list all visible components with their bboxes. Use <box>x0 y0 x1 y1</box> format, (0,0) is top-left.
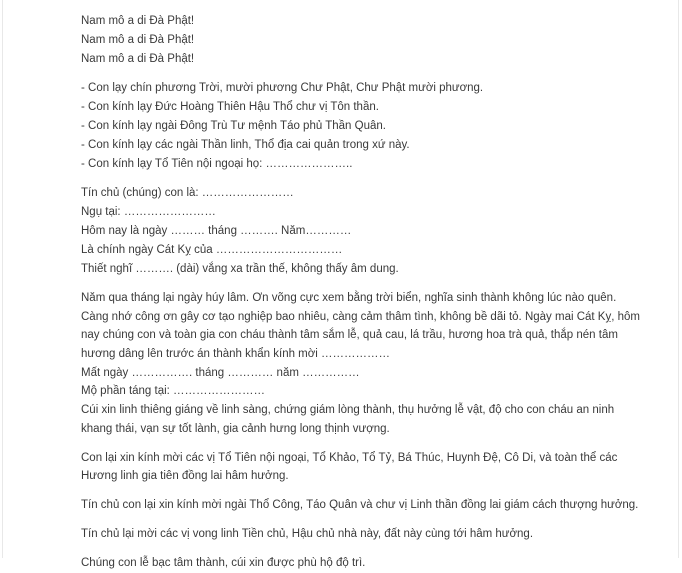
paragraph-line: Mộ phần táng tại: …………………… <box>81 385 266 398</box>
invocation-list <box>81 79 641 174</box>
closing-line: Tín chủ con lại xin kính mời ngài Thổ Công, Táo Quân và chư vị Linh thần đồng lai giám cách thượng hưởng. <box>81 498 639 511</box>
main-paragraph <box>81 289 641 439</box>
info-block <box>81 184 641 279</box>
invocation-item: - Con kính lạy Đức Hoàng Thiên Hậu Thổ chư vị Tôn thần. <box>81 101 379 113</box>
paragraph-line: nay chúng con và toàn gia con cháu thành tâm sắm lễ, quả cau, lá trầu, hương hoa trà quả, thắp nén tâm <box>81 329 618 342</box>
paragraph-line: Càng nhớ công ơn gây cơ tạo nghiệp bao nhiêu, càng cảm thâm tình, không bề dãi tỏ. Ngày mai Cát Kỵ, hôm <box>81 310 640 323</box>
info-line: Thiết nghĩ ………. (dài) vắng xa trần thế, không thấy âm dung. <box>81 263 399 275</box>
invocation-item: - Con kính lạy các ngài Thần linh, Thổ địa cai quản trong xứ này. <box>81 139 410 151</box>
info-line: Hôm nay là ngày ……… tháng ………. Năm………… <box>81 225 352 237</box>
paragraph-line: Năm qua tháng lại ngày húy lâm. Ơn võng cực xem bằng trời biển, nghĩa sinh thành không lúc nào quên. <box>81 292 617 304</box>
paragraph-line: Cúi xin linh thiêng giáng về linh sàng, chứng giám lòng thành, thụ hưởng lễ vật, độ cho con cháu an ninh <box>81 404 615 417</box>
greeting-line: Nam mô a di Đà Phật! <box>81 34 195 46</box>
greeting-line: Nam mô a di Đà Phật! <box>81 53 195 65</box>
invocation-item: - Con kính lạy ngài Đông Trù Tư mệnh Táo phủ Thần Quân. <box>81 120 386 132</box>
invite-paragraph <box>81 449 641 486</box>
paragraph-line: Con lại xin kính mời các vị Tổ Tiên nội ngoại, Tổ Khảo, Tổ Tỷ, Bá Thúc, Huynh Đệ, Cô Di, và toàn thể các <box>81 451 618 464</box>
prayer-text <box>81 12 641 573</box>
closing-line: Tín chủ lại mời các vị vong linh Tiền chủ, Hậu chủ nhà này, đất này cùng tới hâm hưởng. <box>81 527 534 540</box>
paragraph-line: hương dâng lên trước án thành khẩn kính mời ……………… <box>81 348 391 361</box>
paragraph-line: khang thái, vạn sự tốt lành, gia cảnh hưng long thịnh vượng. <box>81 422 390 435</box>
invocation-item: - Con lạy chín phương Trời, mười phương Chư Phật, Chư Phật mười phương. <box>81 82 484 94</box>
info-line: Tín chủ (chúng) con là: …………………… <box>81 187 294 199</box>
info-line: Ngụ tại: …………………… <box>81 206 216 218</box>
info-line: Là chính ngày Cát Kỵ của …………………………… <box>81 244 343 256</box>
paragraph-line: Hương linh gia tiên đồng lai hâm hưởng. <box>81 470 289 483</box>
page-border-right <box>678 0 679 558</box>
page-border-left <box>2 0 3 558</box>
invocation-item: - Con kính lạy Tổ Tiên nội ngoại họ: ………………….. <box>81 158 353 170</box>
closing-line: Chúng con lễ bạc tâm thành, cúi xin được phù hộ độ trì. <box>81 556 366 569</box>
greeting-line: Nam mô a di Đà Phật! <box>81 15 195 27</box>
greeting-block <box>81 12 641 69</box>
paragraph-line: Mất ngày ……………. tháng ………… năm …………… <box>81 366 360 379</box>
